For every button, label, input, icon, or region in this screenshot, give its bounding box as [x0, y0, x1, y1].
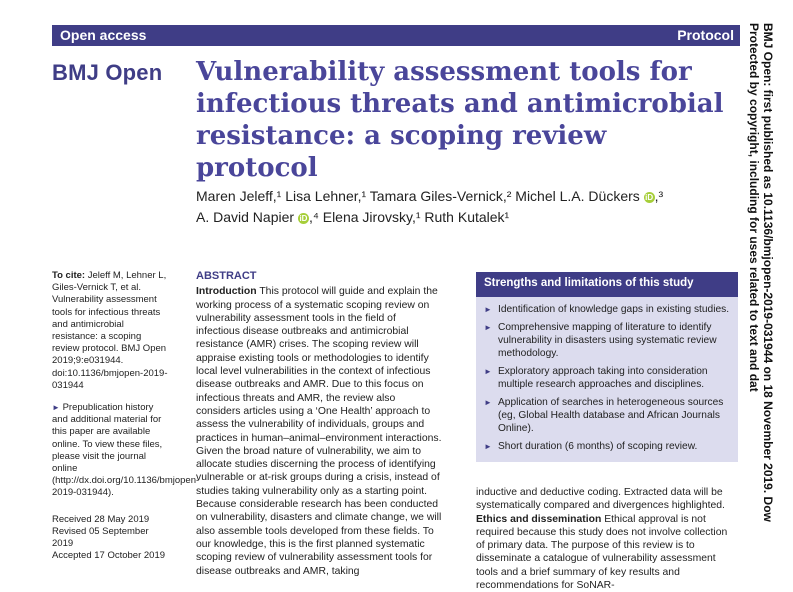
dates-block [52, 514, 170, 563]
orcid-icon[interactable]: iD [645, 192, 654, 202]
author-line-2: A. David Napier iD ,⁴ Elena Jirovsky,¹ Ruth Kutalek¹ [196, 209, 510, 225]
abstract-continued [476, 486, 738, 592]
strengths-limitations-box [476, 272, 738, 462]
list-item: ► Short duration (6 months) of scoping review. [484, 440, 730, 453]
accepted-date: Accepted 17 October 2019 [52, 550, 166, 562]
side-copyright-note: BMJ Open: first published as 10.1136/bmjopen-2019-031944 on 18 November 2019. Dow Protected by copyright, including for uses related to text and dat [747, 23, 775, 522]
article-info-column [52, 270, 200, 572]
author-list [196, 186, 736, 228]
journal-logo: BMJ Open [52, 60, 163, 85]
open-access-label: Open access [60, 27, 147, 43]
citation: To cite: Jeleff M, Lehner L, Giles-Vernick T, et al. Vulnerability assessment tools for infectious threats and antimicrobial resistance: a scoping review protocol. BMJ Open 2019;9:e031944. doi:10.1136/bmjopen-2019-031944 [52, 270, 168, 391]
abstract [196, 270, 442, 578]
author-line-1: Maren Jeleff,¹ Lisa Lehner,¹ Tamara Giles-Vernick,² Michel L.A. Dückers iD ,³ [196, 188, 664, 204]
prepublication-note: ► Prepublication history and additional material for this paper are available online. To view these files, please visit the journal online (http://dx.doi.org/10.1136/bmjopen-2019-031944). [52, 402, 200, 499]
list-item: ► Exploratory approach taking into consideration multiple research approaches and disciplines. [484, 365, 730, 391]
abstract-introduction: Introduction This protocol will guide and explain the working process of a systematic scoping review on vulnerability assessment tools in the field of infectious disease outbreaks and antimicrobial resistance (AMR) crises. The scoping review will appraise existing tools or methodologies to identify local level vulnerabilities in the context of infectious disease outbreaks and AMR. Due to this focus on infectious threats and AMR, the review also considers articles using a ‘One Health’ approach to assess the vulnerability of individuals, groups and practices in human–animal–environment interactions. Given the broad nature of vulnerability, we aim to allocate studies discerning the process of identifying vulnerable or at-risk groups during a crisis, instead of studies taking vulnerability only as a starting point. Because considerable research has been conducted on vulnerability, disasters and climate change, we will also assemble tools developed from these fields. To our knowledge, this is the first planned systematic scoping review of vulnerability assessment tools for disease outbreaks and AMR, taking [196, 286, 442, 577]
list-item: ► Comprehensive mapping of literature to identify vulnerability in disasters using systematic review methodology. [484, 321, 730, 360]
received-date: Received 28 May 2019 [52, 513, 150, 525]
list-item: ► Application of searches in heterogeneous sources (eg, Global Health database and African Journals Online). [484, 396, 730, 435]
list-item: ► Identification of knowledge gaps in existing studies. [484, 303, 730, 316]
ethics-section: Ethics and dissemination Ethical approval is not required because this study does not involve collection of primary data. The purpose of this review is to disseminate a catalogue of vulnerability assessment tools and a brief summary of key results and recommendations for SoNAR- [476, 513, 728, 592]
article-type-label: Protocol [677, 27, 734, 43]
strengths-list [476, 297, 738, 453]
analysis-text: inductive and deductive coding. Extracted data will be systematically compared and divergences highlighted. [476, 487, 725, 512]
header-banner [52, 25, 740, 46]
abstract-heading: ABSTRACT [196, 270, 257, 282]
article-title: Vulnerability assessment tools for infectious threats and antimicrobial resistance: a scoping review protocol [196, 57, 724, 183]
strengths-heading: Strengths and limitations of this study [476, 272, 738, 297]
orcid-icon[interactable]: iD [299, 213, 308, 223]
revised-date: Revised 05 September 2019 [52, 525, 149, 550]
arrow-icon: ► [52, 403, 60, 413]
